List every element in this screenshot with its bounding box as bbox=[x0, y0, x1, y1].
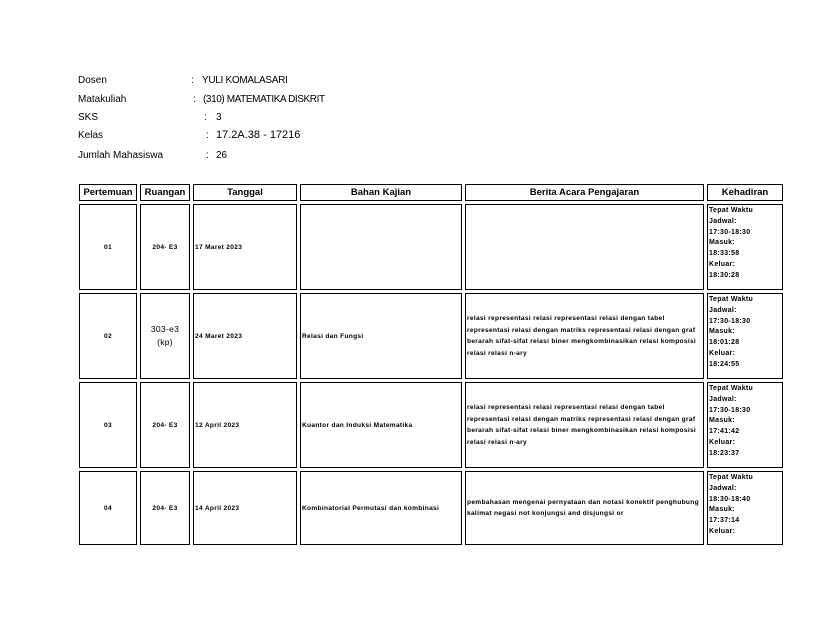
meta-sks-label: SKS bbox=[78, 112, 99, 123]
table-row bbox=[79, 293, 783, 379]
meta-kelas-value: 17.2A.38 - 17216 bbox=[216, 129, 301, 141]
cell-berita-acara: pembahasan mengenai pernyataan dan notasi konektif penghubung kalimat negasi not konjungsi and disjungsi or bbox=[465, 471, 704, 545]
cell-ruangan: 204- E3 bbox=[140, 204, 190, 290]
cell-tanggal: 14 April 2023 bbox=[193, 471, 297, 545]
column-header-bahan-kajian: Bahan Kajian bbox=[300, 184, 462, 201]
cell-ruangan: 204- E3 bbox=[140, 471, 190, 545]
kehadiran-masuk-value: 17:41:42 bbox=[709, 428, 740, 436]
meta-jumlah-colon: : bbox=[206, 150, 209, 161]
cell-berita-acara bbox=[465, 204, 704, 290]
column-header-berita-acara: Berita Acara Pengajaran bbox=[465, 184, 704, 201]
meta-kelas-label: Kelas bbox=[78, 130, 104, 141]
kehadiran-jadwal-label: Jadwal: bbox=[709, 484, 737, 492]
kehadiran-jadwal-label: Jadwal: bbox=[709, 217, 737, 225]
cell-bahan-kajian: Kombinatorial Permutasi dan kombinasi bbox=[300, 471, 462, 545]
cell-bahan-kajian: Kuantor dan Induksi Matematika bbox=[300, 382, 462, 468]
kehadiran-masuk-value: 17:37:14 bbox=[709, 517, 740, 525]
kehadiran-masuk-value: 18:33:58 bbox=[709, 250, 740, 258]
meta-matakuliah-colon: : bbox=[193, 94, 196, 105]
kehadiran-keluar-label: Keluar: bbox=[709, 438, 736, 446]
column-header-tanggal: Tanggal bbox=[193, 184, 297, 201]
kehadiran-keluar-label: Keluar: bbox=[709, 260, 736, 268]
cell-kehadiran bbox=[707, 204, 783, 290]
kehadiran-keluar-value: 18:30:28 bbox=[709, 271, 740, 279]
meta-dosen-colon: : bbox=[191, 75, 194, 86]
meta-jumlah-value: 26 bbox=[216, 150, 228, 161]
cell-tanggal: 17 Maret 2023 bbox=[193, 204, 297, 290]
cell-pertemuan: 03 bbox=[79, 382, 137, 468]
kehadiran-jadwal-value: 18:30-18:40 bbox=[709, 495, 751, 503]
meta-jumlah-label: Jumlah Mahasiswa bbox=[78, 150, 164, 161]
cell-berita-acara: relasi representasi relasi representasi relasi dengan tabel representasi relasi dengan matriks representasi relasi dengan graf berarah sifat-sifat relasi biner mengkombinasikan relasi komposisi relasi relasi n-ary bbox=[465, 382, 704, 468]
kehadiran-keluar-label: Keluar: bbox=[709, 349, 736, 357]
meta-kelas-colon: : bbox=[206, 130, 209, 141]
cell-ruangan: 204- E3 bbox=[140, 382, 190, 468]
meta-dosen-value: YULI KOMALASARI bbox=[202, 75, 288, 86]
meta-sks-value: 3 bbox=[216, 112, 222, 123]
cell-bahan-kajian: Relasi dan Fungsi bbox=[300, 293, 462, 379]
cell-ruangan: 303-e3 (kp) bbox=[140, 293, 190, 379]
cell-berita-acara: relasi representasi relasi representasi relasi dengan tabel representasi relasi dengan matriks representasi relasi dengan graf berarah sifat-sifat relasi biner mengkombinasikan relasi komposisi relasi relasi n-ary bbox=[465, 293, 704, 379]
kehadiran-keluar-value: 18:24:55 bbox=[709, 360, 740, 368]
column-header-ruangan: Ruangan bbox=[140, 184, 190, 201]
kehadiran-masuk-label: Masuk: bbox=[709, 239, 735, 247]
meta-dosen-label: Dosen bbox=[78, 75, 107, 86]
kehadiran-masuk-label: Masuk: bbox=[709, 506, 735, 514]
kehadiran-masuk-label: Masuk: bbox=[709, 417, 735, 425]
meta-matakuliah-value: (310) MATEMATIKA DISKRIT bbox=[203, 94, 325, 105]
kehadiran-jadwal-value: 17:30-18:30 bbox=[709, 228, 751, 236]
kehadiran-keluar-value: 18:23:37 bbox=[709, 449, 740, 457]
cell-kehadiran bbox=[707, 293, 783, 379]
cell-kehadiran bbox=[707, 471, 783, 545]
column-header-kehadiran: Kehadiran bbox=[707, 184, 783, 201]
kehadiran-jadwal-value: 17:30-18:30 bbox=[709, 406, 751, 414]
cell-bahan-kajian bbox=[300, 204, 462, 290]
table-header-row bbox=[79, 184, 783, 201]
table-row bbox=[79, 471, 783, 545]
cell-pertemuan: 02 bbox=[79, 293, 137, 379]
kehadiran-masuk-value: 18:01:28 bbox=[709, 339, 740, 347]
table-row bbox=[79, 382, 783, 468]
cell-pertemuan: 04 bbox=[79, 471, 137, 545]
cell-tanggal: 24 Maret 2023 bbox=[193, 293, 297, 379]
kehadiran-status: Tepat Waktu bbox=[709, 385, 754, 392]
meta-sks-colon: : bbox=[204, 112, 207, 123]
column-header-pertemuan: Pertemuan bbox=[79, 184, 137, 201]
kehadiran-jadwal-label: Jadwal: bbox=[709, 395, 737, 403]
kehadiran-keluar-label: Keluar: bbox=[709, 527, 736, 535]
kehadiran-status: Tepat Waktu bbox=[709, 296, 754, 303]
kehadiran-status: Tepat Waktu bbox=[709, 207, 754, 214]
kehadiran-jadwal-value: 17:30-18:30 bbox=[709, 317, 751, 325]
cell-tanggal: 12 April 2023 bbox=[193, 382, 297, 468]
cell-pertemuan: 01 bbox=[79, 204, 137, 290]
meta-matakuliah-label: Matakuliah bbox=[78, 94, 127, 105]
cell-kehadiran bbox=[707, 382, 783, 468]
kehadiran-masuk-label: Masuk: bbox=[709, 328, 735, 336]
kehadiran-status: Tepat Waktu bbox=[709, 474, 754, 481]
attendance-table bbox=[76, 181, 786, 548]
kehadiran-jadwal-label: Jadwal: bbox=[709, 306, 737, 314]
table-row bbox=[79, 204, 783, 290]
